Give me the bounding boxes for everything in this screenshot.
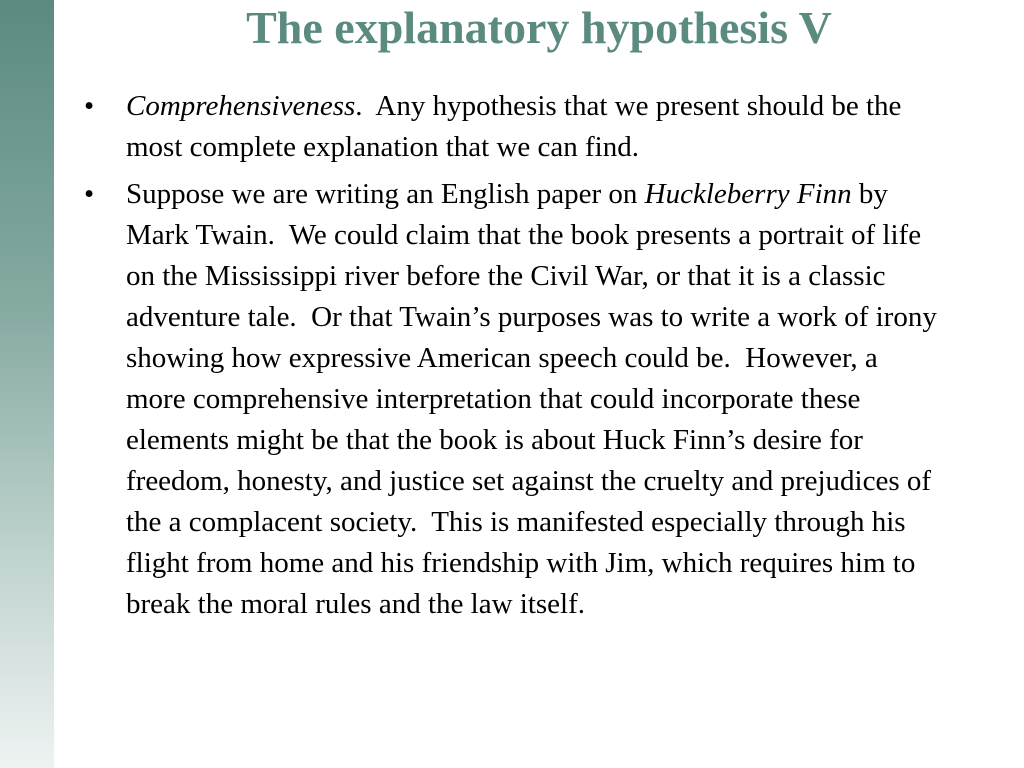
bullet-text-after: by Mark Twain. We could claim that the book presents a portrait of life on the Mississippi river before the Civil War, or that it is a classic adventure tale. Or that Twain’s purposes was to write a work of irony showing how expressive American speech could be. However, a more comprehensive interpretation that could incorporate these elements might be that the book is about Huck Finn’s desire for freedom, honesty, and justice set against the cruelty and prejudices of the a complacent society. This is manifested especially through his flight from home and his friendship with Jim, which requires him to break the moral rules and the law itself. [126,178,945,620]
bullet-text-before: Suppose we are writing an English paper on [126,178,645,210]
bullet-item-comprehensiveness [84,86,944,168]
bullet-icon: • [84,178,95,210]
bullet-list [84,86,944,631]
decorative-side-bar [0,0,54,768]
book-title: Huckleberry Finn [644,178,852,210]
bullet-icon: • [84,90,95,122]
bullet-item-huckleberry-finn [84,174,944,625]
bullet-text: Any hypothesis that we present should be the most complete explanation that we can find. [126,90,909,163]
slide-title: The explanatory hypothesis V [246,2,832,53]
bullet-term: Comprehensiveness [126,90,356,122]
bullet-term-suffix: . [355,90,363,122]
